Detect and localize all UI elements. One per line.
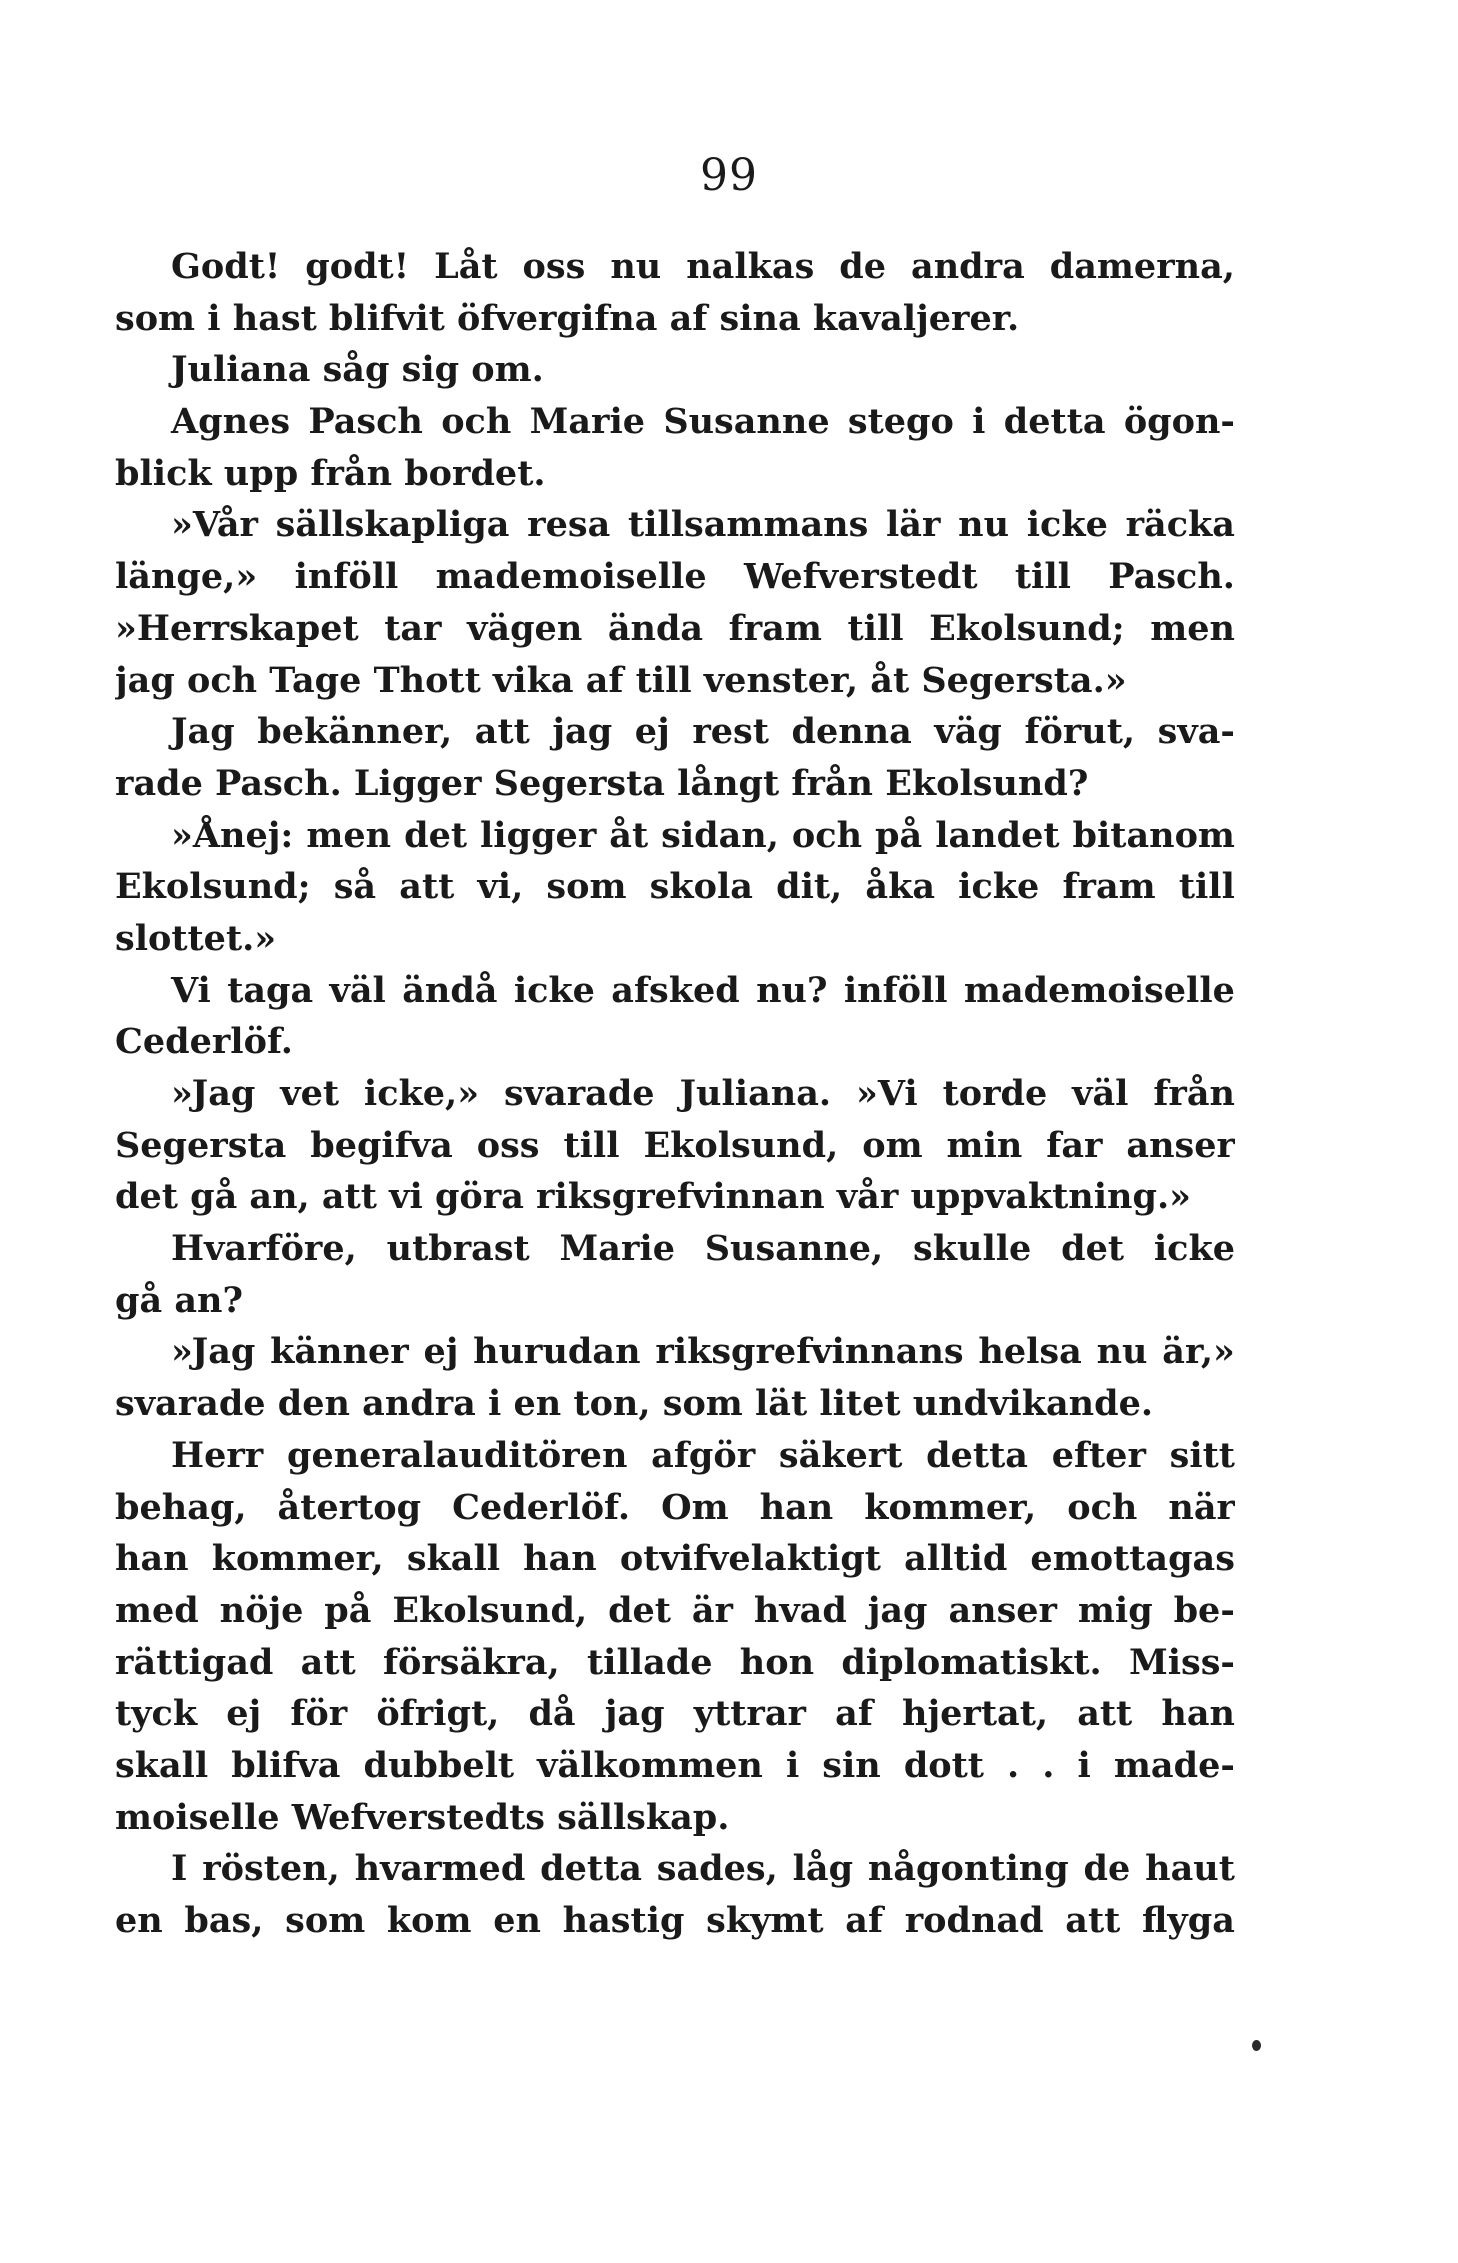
word: tar <box>384 607 442 649</box>
word: resa <box>527 504 611 546</box>
word: från <box>1153 1073 1235 1114</box>
word: behag, <box>115 1486 247 1528</box>
word: godt! <box>305 246 410 287</box>
text-line <box>115 1125 1235 1177</box>
word: väl <box>1072 1073 1129 1114</box>
text-line: som i hast blifvit öfvergifna af sina kavaljerer. <box>115 297 1020 339</box>
word: kommer, <box>211 1538 384 1580</box>
word: mademoiselle <box>963 969 1235 1011</box>
word: anser <box>1126 1124 1235 1166</box>
word: sades, <box>656 1848 778 1890</box>
text-line: gå an? <box>115 1279 243 1321</box>
text-line: rade Pasch. Ligger Segersta långt från Ekolsund? <box>115 762 1089 804</box>
text-line <box>115 1228 1235 1280</box>
word: är,» <box>1162 1331 1235 1373</box>
word: känner <box>270 1331 409 1373</box>
word: på <box>875 814 923 856</box>
word: åka <box>865 866 935 908</box>
word: Vi <box>171 969 211 1011</box>
word: af <box>845 1900 884 1941</box>
text-line: jag och Tage Thott vika af till venster, åt Segersta.» <box>115 659 1127 701</box>
word: för <box>290 1693 348 1735</box>
word: då <box>528 1693 576 1735</box>
text-line: blick upp från bordet. <box>115 452 546 494</box>
word: denna <box>791 711 912 753</box>
word: Susanne, <box>704 1228 884 1270</box>
word: Juliana. <box>679 1073 832 1114</box>
word: i <box>785 1744 800 1786</box>
word: de <box>839 246 887 287</box>
word: och <box>441 401 512 443</box>
text-line <box>115 401 1235 453</box>
word: be- <box>1173 1589 1235 1631</box>
word: nalkas <box>686 246 815 287</box>
word: skall <box>406 1538 501 1580</box>
word: Ekolsund; <box>115 866 311 908</box>
word: till <box>1178 866 1235 908</box>
word: nu <box>610 246 662 287</box>
text-line: Juliana såg sig om. <box>171 349 544 391</box>
text-line <box>115 1693 1235 1745</box>
word: nu <box>958 504 1010 546</box>
word: afsked <box>611 969 740 1011</box>
text-line <box>115 1848 1235 1900</box>
word: förut, <box>1024 711 1136 753</box>
word: han <box>523 1538 597 1580</box>
text-line: det gå an, att vi göra riksgrefvinnan vår uppvaktning.» <box>115 1176 1192 1218</box>
word: af <box>835 1693 873 1735</box>
word: andra <box>911 246 1025 287</box>
word: ända <box>607 607 704 649</box>
word: afgör <box>651 1434 756 1476</box>
word: att <box>474 711 530 753</box>
word: bas, <box>184 1900 264 1941</box>
word: »Vår <box>171 504 258 546</box>
word: torde <box>942 1073 1048 1114</box>
word: vet <box>280 1073 340 1114</box>
word: oss <box>476 1124 540 1166</box>
word: och <box>1067 1486 1138 1528</box>
word: ändå <box>402 969 498 1011</box>
word: made- <box>1113 1744 1235 1786</box>
word: bitanom <box>1072 814 1235 856</box>
word: generalauditören <box>286 1434 628 1476</box>
word: emottagas <box>1030 1538 1235 1580</box>
word: dott <box>903 1744 984 1786</box>
text-line <box>115 1590 1235 1642</box>
word: fram <box>728 607 822 649</box>
word: att <box>1065 1900 1121 1941</box>
text-line <box>115 970 1235 1022</box>
word: han <box>115 1538 189 1580</box>
word: rösten, <box>202 1848 340 1890</box>
text-line <box>115 866 1235 918</box>
text-line <box>115 556 1235 608</box>
word: stego <box>847 401 954 443</box>
word: »Jag <box>171 1331 256 1373</box>
word: oss <box>522 246 586 287</box>
text-line: Cederlöf. <box>115 1021 293 1063</box>
word: skola <box>649 866 753 908</box>
word: öfrigt, <box>376 1693 500 1735</box>
word: i <box>1077 1744 1091 1786</box>
text-line <box>115 1487 1235 1539</box>
word: säkert <box>778 1434 903 1476</box>
word: jag <box>552 711 613 753</box>
word: detta <box>926 1434 1028 1476</box>
word: att <box>399 866 455 908</box>
word: »Ånej: <box>171 814 294 856</box>
word: Ekolsund; <box>929 607 1125 649</box>
page-number: 99 <box>700 150 758 201</box>
word: men <box>1150 607 1235 649</box>
word: begifva <box>310 1124 453 1166</box>
word: yttrar <box>693 1693 806 1735</box>
word: och <box>791 814 863 856</box>
word: skymt <box>706 1900 824 1941</box>
word: med <box>115 1589 199 1631</box>
word: Jag <box>171 711 235 753</box>
text-line <box>115 1331 1235 1383</box>
text-line <box>115 504 1235 556</box>
word: Godt! <box>171 246 281 287</box>
word: Segersta <box>115 1124 287 1166</box>
word: åt <box>609 814 649 856</box>
word: så <box>333 866 377 908</box>
word: svarade <box>503 1073 655 1114</box>
word: Agnes <box>171 401 291 443</box>
word: det <box>1061 1228 1125 1270</box>
word: »Jag <box>171 1073 256 1114</box>
word: jag <box>867 1589 928 1631</box>
word: ej <box>634 711 670 753</box>
word: icke,» <box>363 1073 480 1114</box>
word: Ekolsund, <box>392 1589 588 1631</box>
word: hon <box>739 1641 815 1683</box>
word: en <box>493 1900 541 1941</box>
text-line <box>115 246 1235 298</box>
text-line <box>115 1745 1235 1797</box>
text-line <box>115 1900 1235 1952</box>
word: diplomatiskt. <box>841 1641 1102 1683</box>
word: Låt <box>434 246 498 287</box>
word: dubbelt <box>363 1744 515 1786</box>
word: riksgrefvinnans <box>655 1331 964 1373</box>
word: inföll <box>294 556 399 598</box>
word: dit, <box>776 866 843 908</box>
word: taga <box>227 969 314 1011</box>
word: när <box>1168 1486 1235 1528</box>
word: som <box>546 866 627 908</box>
word: hvarmed <box>354 1848 526 1890</box>
word: icke <box>958 866 1040 908</box>
word: Om <box>661 1486 729 1528</box>
text-line <box>115 711 1235 763</box>
word: Marie <box>529 401 646 443</box>
word: sitt <box>1169 1434 1235 1476</box>
word: ej <box>226 1693 262 1735</box>
word: det <box>608 1589 671 1631</box>
word: damerna, <box>1049 246 1235 287</box>
text-line <box>115 608 1235 660</box>
word: att <box>300 1641 356 1683</box>
word: Wefverstedt <box>743 556 978 598</box>
word: en <box>115 1900 163 1941</box>
word: icke <box>1026 504 1108 546</box>
word: i <box>972 401 986 443</box>
word: sva- <box>1157 711 1235 753</box>
word: som <box>285 1900 366 1941</box>
word: hurudan <box>473 1331 641 1373</box>
word: . <box>1042 1744 1055 1786</box>
word: inföll <box>843 969 948 1011</box>
word: Pasch <box>308 401 423 443</box>
word: någonting <box>867 1848 1069 1890</box>
word: jag <box>604 1693 665 1735</box>
word: väg <box>934 711 1002 753</box>
word: sin <box>822 1744 881 1786</box>
word: rest <box>692 711 769 753</box>
text-line: moiselle Wefverstedts sällskap. <box>115 1796 730 1838</box>
word: han <box>759 1486 834 1528</box>
word: skall <box>115 1744 209 1786</box>
text-line: svarade den andra i en ton, som lät litet undvikande. <box>115 1383 1154 1425</box>
word: skulle <box>913 1228 1032 1270</box>
word: bekänner, <box>257 711 453 753</box>
word: nu? <box>756 969 828 1011</box>
word: . <box>1007 1744 1020 1786</box>
word: helsa <box>978 1331 1082 1373</box>
word: landet <box>935 814 1060 856</box>
text-line <box>115 1073 1235 1125</box>
word: väl <box>329 969 386 1011</box>
word: vägen <box>467 607 583 649</box>
word: länge,» <box>115 556 258 598</box>
word: fram <box>1062 866 1156 908</box>
word: Marie <box>559 1228 675 1270</box>
word: alltid <box>904 1538 1008 1580</box>
word: haut <box>1145 1848 1235 1890</box>
word: ligger <box>480 814 597 856</box>
text-line: slottet.» <box>115 917 277 959</box>
word: till <box>1014 556 1071 598</box>
word: sällskapliga <box>275 504 510 546</box>
word: kommer, <box>864 1486 1037 1528</box>
word: men <box>306 814 392 856</box>
word: tillade <box>587 1641 713 1683</box>
word: Miss- <box>1128 1641 1235 1683</box>
word: hvad <box>753 1589 847 1631</box>
word: att <box>1077 1693 1133 1735</box>
word: far <box>1046 1124 1103 1166</box>
word: rodnad <box>904 1900 1044 1941</box>
word: blifva <box>231 1744 341 1786</box>
word: flyga <box>1141 1900 1235 1941</box>
word: ögon- <box>1123 401 1235 443</box>
word: ej <box>423 1331 459 1373</box>
word: detta <box>1003 401 1106 443</box>
word: anser <box>948 1589 1057 1631</box>
word: efter <box>1051 1434 1146 1476</box>
body-text <box>115 246 1235 1952</box>
text-line <box>115 1642 1235 1694</box>
word: hastig <box>562 1900 685 1941</box>
word: Ekolsund, <box>643 1124 839 1166</box>
word: försäkra, <box>382 1641 560 1683</box>
word: kom <box>386 1900 472 1941</box>
word: nöje <box>219 1589 304 1631</box>
word: utbrast <box>386 1228 530 1270</box>
word: Cederlöf. <box>452 1486 631 1528</box>
word: Herr <box>171 1434 264 1476</box>
word: otvifvelaktigt <box>619 1538 881 1580</box>
word: det <box>404 814 468 856</box>
word: till <box>847 607 904 649</box>
word: lär <box>886 504 941 546</box>
word: nu <box>1096 1331 1148 1373</box>
word: tillsammans <box>627 504 869 546</box>
word: sidan, <box>661 814 779 856</box>
word: tyck <box>115 1693 198 1735</box>
word: låg <box>792 1848 854 1890</box>
text-line <box>115 815 1235 867</box>
word: detta <box>540 1848 642 1890</box>
word: Pasch. <box>1108 556 1235 598</box>
word: »Herrskapet <box>115 607 359 649</box>
word: vi, <box>477 866 524 908</box>
word: välkommen <box>537 1744 763 1786</box>
word: icke <box>1153 1228 1235 1270</box>
text-line <box>115 1435 1235 1487</box>
word: återtog <box>277 1486 422 1528</box>
word: på <box>324 1589 372 1631</box>
word: är <box>691 1589 733 1631</box>
word: mig <box>1077 1589 1153 1631</box>
text-line <box>115 1538 1235 1590</box>
word: mademoiselle <box>435 556 707 598</box>
word: hjertat, <box>902 1693 1049 1735</box>
word: icke <box>513 969 595 1011</box>
word: Hvarföre, <box>171 1228 357 1270</box>
word: om <box>862 1124 923 1166</box>
word: de <box>1083 1848 1131 1890</box>
word: rättigad <box>115 1641 274 1683</box>
word: min <box>946 1124 1023 1166</box>
word: till <box>563 1124 620 1166</box>
word: I <box>171 1848 188 1890</box>
word: han <box>1161 1693 1235 1735</box>
word: Susanne <box>663 401 830 443</box>
ink-speck <box>1252 2040 1261 2051</box>
word: räcka <box>1125 504 1235 546</box>
word: »Vi <box>855 1073 918 1114</box>
